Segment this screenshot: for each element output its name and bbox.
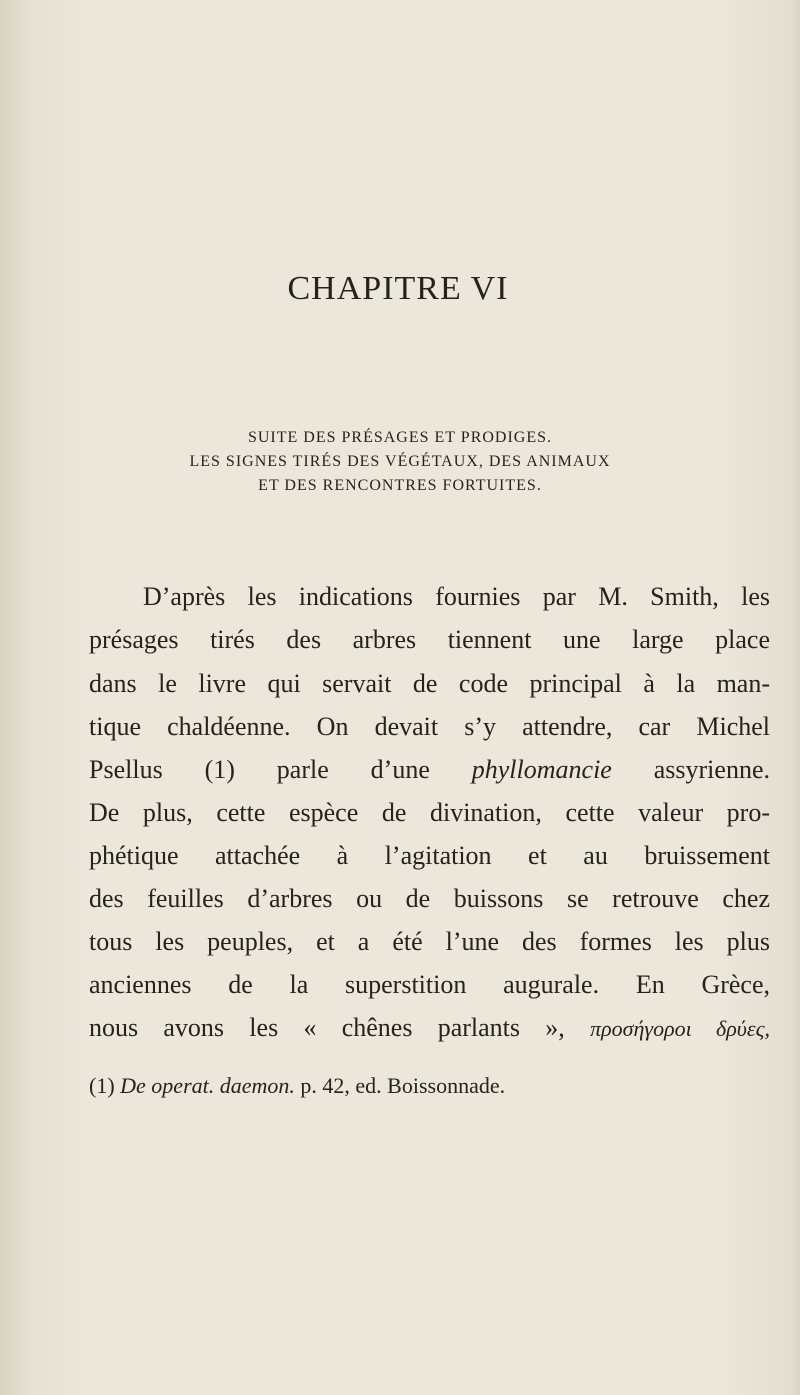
footnote-reference: p. 42, ed. Boissonnade. <box>294 1073 506 1098</box>
body-line-3: dans le livre qui servait de code principal à la man- <box>89 669 770 698</box>
italic-term: phyllomancie <box>471 755 612 784</box>
body-line-8: des feuilles d’arbres ou de buissons se retrouve chez <box>89 884 770 913</box>
body-line-7: phétique attachée à l’agitation et au bruissement <box>89 841 770 870</box>
body-line-11 <box>89 1013 770 1044</box>
chapter-subtitle-line-2: LES SIGNES TIRÉS DES VÉGÉTAUX, DES ANIMAUX <box>189 453 611 470</box>
body-line-11-start: nous avons les « chênes parlants », <box>89 1013 591 1042</box>
body-line-6: De plus, cette espèce de divination, cette valeur pro- <box>89 798 770 827</box>
footnote <box>89 1072 505 1100</box>
body-line-2: présages tirés des arbres tiennent une large place <box>89 625 770 654</box>
greek-phrase: προσήγοροι δρύες, <box>590 1016 770 1041</box>
chapter-subtitle-line-3: ET DES RENCONTRES FORTUITES. <box>258 477 542 494</box>
chapter-subtitle-line-1: SUITE DES PRÉSAGES ET PRODIGES. <box>247 429 553 446</box>
body-line-5-end: assyrienne. <box>611 755 770 784</box>
body-line-5 <box>89 755 770 785</box>
footnote-title: De operat. daemon. <box>120 1073 295 1098</box>
chapter-title: CHAPITRE VI <box>287 270 509 307</box>
body-line-5-start: Psellus (1) parle d’une <box>89 755 472 784</box>
body-line-10: anciennes de la superstition augurale. En Grèce, <box>89 970 770 999</box>
body-line-4: tique chaldéenne. On devait s’y attendre, car Michel <box>89 712 770 741</box>
body-line-9: tous les peuples, et a été l’une des formes les plus <box>89 927 770 956</box>
footnote-number: (1) <box>89 1073 121 1098</box>
body-line-1: D’après les indications fournies par M. Smith, les <box>143 582 770 611</box>
